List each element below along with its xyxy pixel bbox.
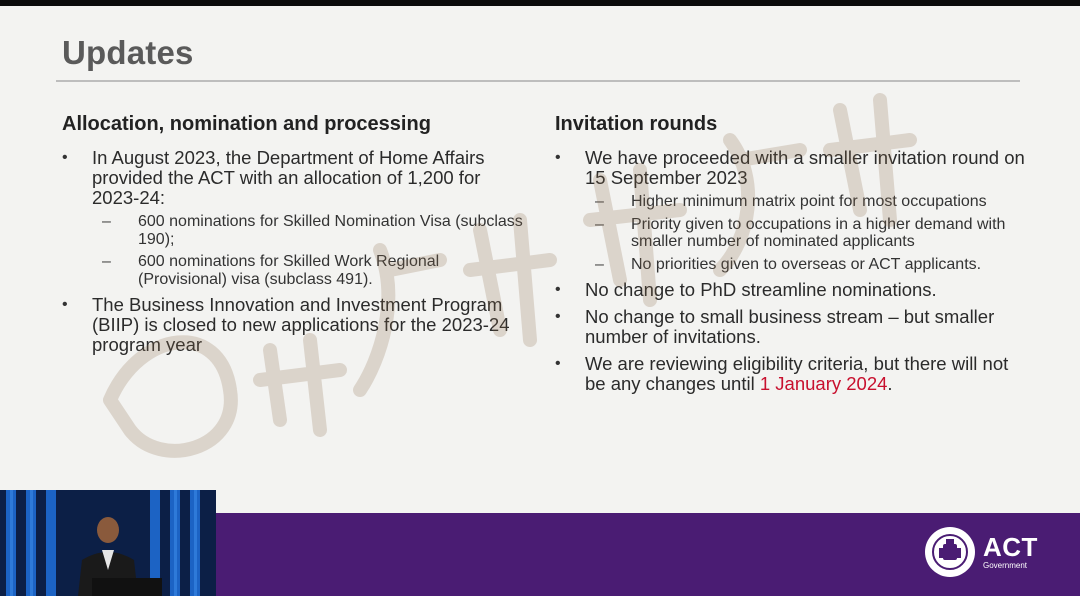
right-sub-item-3: – No priorities given to overseas or ACT applicants. (595, 256, 1025, 274)
right-bullet-1-text: We have proceeded with a smaller invitation round on 15 September 2023 (585, 147, 1025, 188)
title-divider (56, 80, 1020, 82)
right-sub-item-2: – Priority given to occupations in a higher demand with smaller number of nominated applicants (595, 216, 1025, 251)
right-column-heading: Invitation rounds (555, 113, 718, 135)
left-bullet-2 (62, 295, 532, 355)
slide-title: Updates (62, 34, 194, 71)
right-bullet-2-text: No change to PhD streamline nominations. (585, 279, 937, 300)
right-bullet-2 (555, 280, 1025, 300)
left-bullet-1-text: In August 2023, the Department of Home Affairs provided the ACT with an allocation of 1,200 for 2023-24: (92, 147, 485, 208)
right-bullet-3 (555, 307, 1025, 347)
right-bullet-4-text-before: We are reviewing eligibility criteria, but there will not be any changes until (585, 353, 1009, 394)
right-bullet-1 (555, 148, 1025, 273)
act-crest-icon (925, 527, 975, 577)
left-sub-list (92, 213, 532, 288)
logo-act-text: ACT (983, 532, 1038, 562)
right-sub-item-1: – Higher minimum matrix point for most occupations (595, 193, 1025, 211)
right-column (555, 112, 1025, 401)
right-bullet-4-text-after: . (887, 373, 893, 394)
left-sub-item-2: – 600 nominations for Skilled Work Regional (Provisional) visa (subclass 491). (102, 253, 532, 288)
right-bullet-list (555, 148, 1025, 394)
right-sub-list (585, 193, 1025, 273)
highlight-date: 1 January 2024 (759, 373, 888, 394)
left-column (62, 112, 532, 362)
left-bullet-2-text: The Business Innovation and Investment Program (BIIP) is closed to new applications for the 2023-24 program year (92, 294, 510, 355)
logo-government-text: Government (983, 561, 1028, 570)
left-sub-item-1: – 600 nominations for Skilled Nomination Visa (subclass 190); (102, 213, 532, 248)
right-bullet-4 (555, 354, 1025, 394)
top-strip (0, 0, 1080, 6)
left-bullet-1 (62, 148, 532, 288)
left-column-heading: Allocation, nomination and processing (62, 113, 431, 135)
presenter-video-inset (0, 490, 216, 596)
left-bullet-list (62, 148, 532, 355)
right-bullet-3-text: No change to small business stream – but smaller number of invitations. (585, 306, 995, 347)
act-government-logo (925, 526, 1038, 578)
